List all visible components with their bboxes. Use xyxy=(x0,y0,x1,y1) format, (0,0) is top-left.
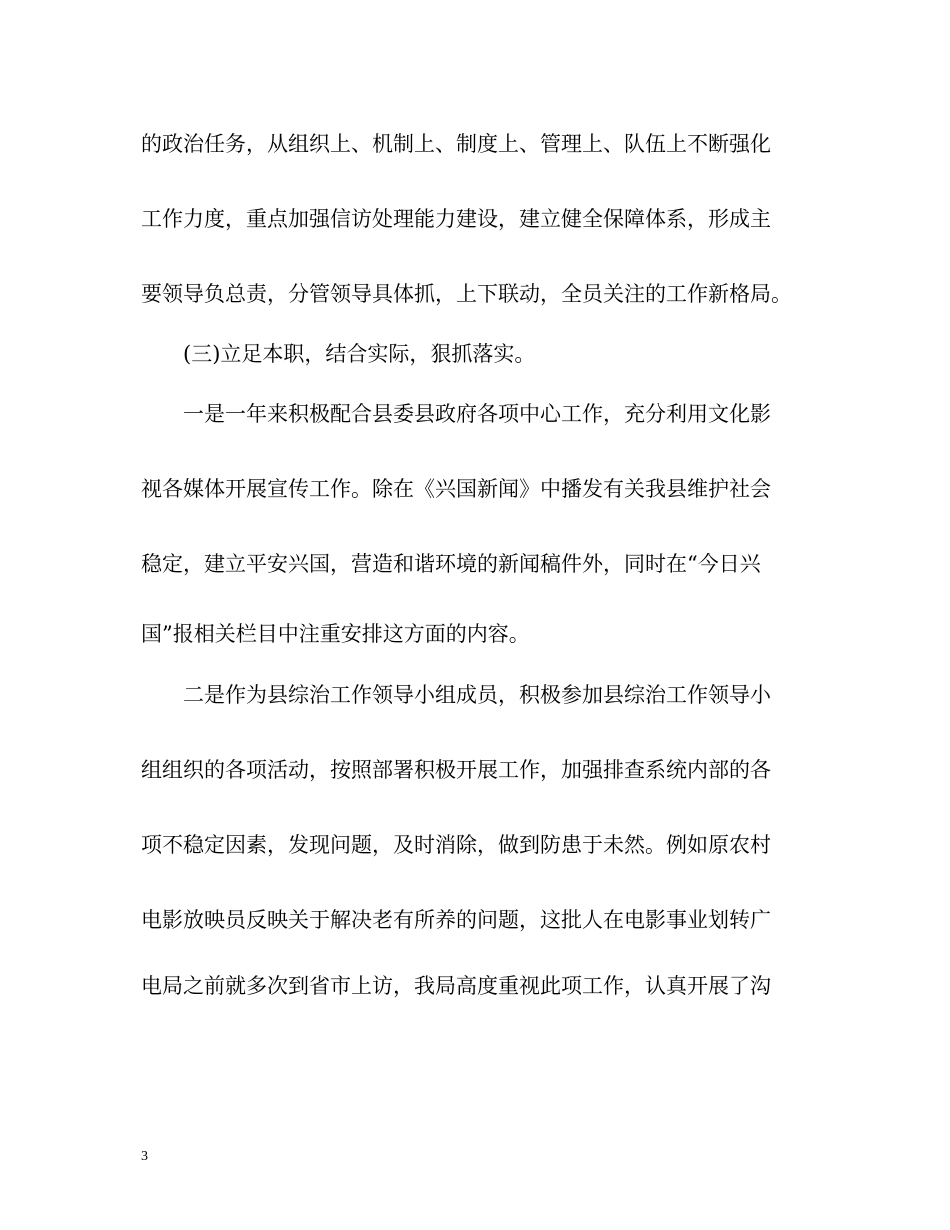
body-text-line-8: 国”报相关栏目中注重安排这方面的内容。 xyxy=(141,622,530,646)
body-text-line-12: 电影放映员反映关于解决老有所养的问题，这批人在电影事业划转广 xyxy=(141,908,771,932)
body-text-line-9: 二是作为县综治工作领导小组成员，积极参加县综治工作领导小 xyxy=(183,683,771,707)
body-text-line-3: 要领导负总责，分管领导具体抓，上下联动，全员关注的工作新格局。 xyxy=(141,282,792,306)
section-heading: (三)立足本职，结合实际，狠抓落实。 xyxy=(183,342,536,366)
body-text-line-1: 的政治任务，从组织上、机制上、制度上、管理上、队伍上不断强化 xyxy=(141,132,771,156)
body-text-line-11: 项不稳定因素，发现问题，及时消除，做到防患于未然。例如原农村 xyxy=(141,833,771,857)
page-number: 3 xyxy=(141,1149,148,1164)
body-text-line-10: 组组织的各项活动，按照部署积极开展工作，加强排查系统内部的各 xyxy=(141,758,771,782)
body-text-line-6: 视各媒体开展宣传工作。除在《兴国新闻》中播发有关我县维护社会 xyxy=(141,477,771,501)
body-text-line-5: 一是一年来积极配合县委县政府各项中心工作，充分利用文化影 xyxy=(183,402,771,426)
body-text-line-13: 电局之前就多次到省市上访，我局高度重视此项工作，认真开展了沟 xyxy=(141,974,771,998)
body-text-line-7: 稳定，建立平安兴国，营造和谐环境的新闻稿件外，同时在“今日兴 xyxy=(141,552,761,576)
body-text-line-2: 工作力度，重点加强信访处理能力建设，建立健全保障体系，形成主 xyxy=(141,207,771,231)
